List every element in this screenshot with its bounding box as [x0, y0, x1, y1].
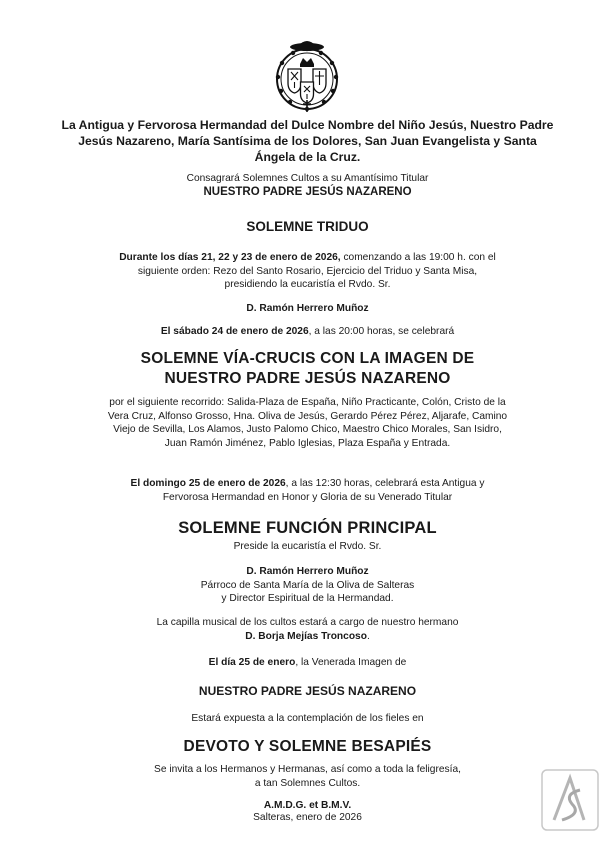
triduo-dates: Durante los días 21, 22 y 23 de enero de 2026, [119, 252, 341, 263]
intro-line: Consagrará Solemnes Cultos a su Amantísimo Titular [186, 173, 429, 184]
funcion-date-bold: El domingo 25 de enero de 2026 [130, 478, 286, 489]
besapies-date-text: , la Venerada Imagen de [295, 657, 407, 668]
viacrucis-date [60, 325, 555, 339]
viacrucis-date-text: , a las 20:00 horas, se celebrará [308, 326, 455, 337]
footer-motto: A.M.D.G. et B.M.V. [263, 800, 352, 811]
triduo-priest: D. Ramón Herrero Muñoz [246, 303, 369, 314]
invite-line-2: a tan Solemnes Cultos. [254, 778, 361, 789]
intro-titular: NUESTRO PADRE JESÚS NAZARENO [203, 186, 412, 198]
musician-name: D. Borja Mejías Troncoso [245, 631, 367, 642]
invite-line-1: Se invita a los Hermanos y Hermanas, así como a toda la feligresía, [154, 764, 461, 775]
viacrucis-title-line-2: NUESTRO PADRE JESÚS NAZARENO [164, 370, 451, 387]
watermark-logo-icon [540, 768, 600, 832]
music-line: La capilla musical de los cultos estará a cargo de nuestro hermano [156, 617, 459, 628]
viacrucis-date-bold: El sábado 24 de enero de 2026 [160, 326, 309, 337]
besapies-image-name: NUESTRO PADRE JESÚS NAZARENO [198, 684, 417, 698]
funcion-priest: D. Ramón Herrero Muñoz [246, 566, 369, 577]
funcion-date [108, 477, 507, 504]
viacrucis-route: por el siguiente recorrido: Salida-Plaza de España, Niño Practicante, Colón, Cristo de la Vera Cruz, Alfonso Grosso, Hna. Oliva de Jesús, Gerardo Pérez Pérez, Aljarafe, Camino Viejo de Sevilla, Los Alamos, Justo Palomo Chico, Maestro Chico Morales, San Isidro, Juan Ramón Jiménez, Pablo Iglesias, Plaza España y Entrada. [107, 397, 508, 449]
triduo-title: SOLEMNE TRIDUO [246, 219, 369, 234]
viacrucis-title-line-1: SOLEMNE VÍA-CRUCIS CON LA IMAGEN DE [140, 350, 475, 367]
besapies-date-bold: El día 25 de enero [208, 657, 296, 668]
triduo-description [112, 251, 503, 292]
footer-place-date: Salteras, enero de 2026 [253, 812, 362, 823]
funcion-presides: Preside la eucaristía el Rvdo. Sr. [233, 541, 382, 552]
triduo-text: comenzando a las 19:00 h. con el siguiente orden: Rezo del Santo Rosario, Ejercicio del Triduo y Santa Misa, presidiendo la eucaristía el Rvdo. Sr. [137, 252, 496, 290]
funcion-priest-role-1: Párroco de Santa María de la Oliva de Salteras [200, 580, 415, 591]
brotherhood-name: La Antigua y Fervorosa Hermandad del Dulce Nombre del Niño Jesús, Nuestro Padre Jesús Nazareno, María Santísima de los Dolores, San Juan Evangelista y Santa Ángela de la Cruz. [61, 118, 554, 164]
besapies-exposed: Estará expuesta a la contemplación de los fieles en [191, 713, 424, 724]
besapies-date [60, 656, 555, 670]
funcion-priest-role-2: y Director Espiritual de la Hermandad. [221, 593, 394, 604]
besapies-title: DEVOTO Y SOLEMNE BESAPIÉS [183, 738, 432, 755]
musician-line [60, 630, 555, 644]
brotherhood-coat-of-arms-icon [266, 36, 348, 118]
funcion-date-text: , a las 12:30 horas, celebrará esta Antigua y Fervorosa Hermandad en Honor y Gloria de su Venerado Titular [162, 478, 485, 503]
musician-end: . [366, 631, 370, 642]
funcion-title: SOLEMNE FUNCIÓN PRINCIPAL [178, 519, 437, 537]
